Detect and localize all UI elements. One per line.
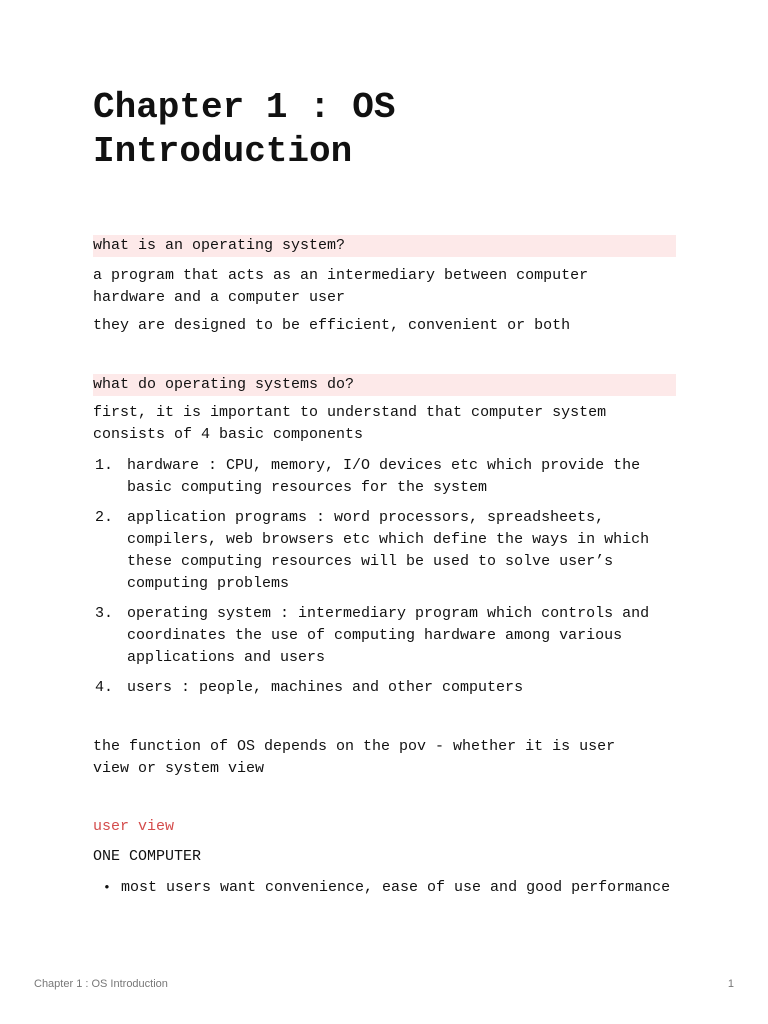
- list-number: 1.: [95, 457, 114, 474]
- list-item: [93, 455, 676, 499]
- components-list: [93, 455, 676, 699]
- subheading: ONE COMPUTER: [93, 848, 202, 865]
- list-item-text: most users want convenience, ease of use and good performance: [121, 879, 671, 896]
- page-title: Chapter 1 : OS Introduction: [93, 87, 396, 172]
- user-view-list: [93, 877, 676, 899]
- list-number: 4.: [95, 679, 114, 696]
- list-item: [93, 603, 676, 669]
- paragraph: first, it is important to understand that computer system consists of 4 basic components: [93, 404, 607, 443]
- section-heading-what-is-os: what is an operating system?: [93, 235, 676, 257]
- document-page: [93, 86, 676, 899]
- user-view-heading: user view: [93, 818, 175, 835]
- list-item-text: operating system : intermediary program which controls and coordinates the use of computing hardware among various applications and users: [127, 605, 650, 666]
- list-item-text: application programs : word processors, spreadsheets, compilers, web browsers etc which define the ways in which these computing resources will be used to solve user’s computing problems: [127, 509, 650, 592]
- list-item-text: hardware : CPU, memory, I/O devices etc which provide the basic computing resources for the system: [127, 457, 641, 496]
- list-item-text: users : people, machines and other computers: [127, 679, 524, 696]
- bullet-icon: •: [103, 880, 111, 895]
- list-item: [93, 507, 676, 595]
- list-item: [93, 677, 676, 699]
- section-heading-what-do-os-do: what do operating systems do?: [93, 374, 676, 396]
- paragraph: a program that acts as an intermediary between computer hardware and a computer user: [93, 267, 589, 306]
- list-number: 2.: [95, 509, 114, 526]
- paragraph: the function of OS depends on the pov - whether it is user view or system view: [93, 738, 616, 777]
- list-number: 3.: [95, 605, 114, 622]
- list-item: [93, 877, 676, 899]
- page-number: 1: [727, 978, 734, 990]
- paragraph: they are designed to be efficient, convenient or both: [93, 317, 571, 334]
- footer-chapter-title: Chapter 1 : OS Introduction: [34, 978, 168, 990]
